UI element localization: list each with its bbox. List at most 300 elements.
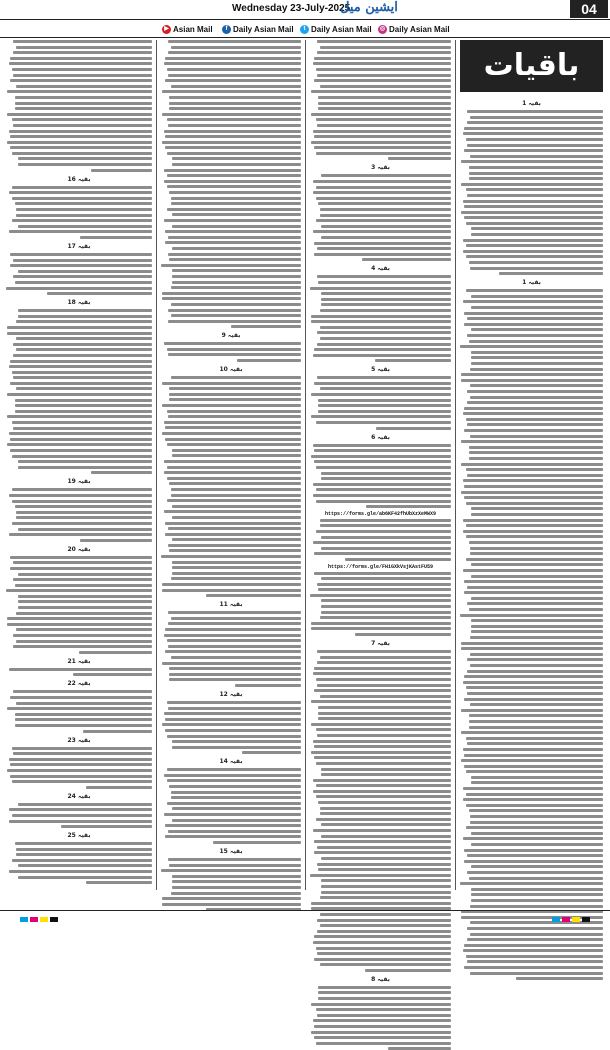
body-text-line (320, 812, 451, 815)
body-text-line (12, 371, 152, 374)
body-text-line (165, 57, 301, 60)
body-text-line (16, 511, 152, 514)
instagram-icon: ◎ (379, 25, 386, 32)
body-text-line (471, 893, 603, 896)
body-text-line (463, 519, 603, 522)
issue-date: Wednesday 23-July-2025 (232, 3, 351, 14)
body-text-line (320, 616, 451, 619)
body-text-line (310, 287, 451, 290)
body-text-line (80, 539, 152, 542)
body-text-line (164, 634, 301, 637)
body-text-line (471, 306, 603, 309)
body-text-line (320, 519, 451, 522)
body-text-line (461, 373, 603, 376)
body-text-line (321, 225, 451, 228)
section-heading: بقیہ 1 (522, 279, 541, 287)
body-text-line (169, 864, 301, 867)
body-text-line (466, 955, 603, 958)
body-text-line (10, 146, 152, 149)
body-text-line (9, 191, 152, 194)
social-instagram[interactable]: ◎ Daily Asian Mail (379, 24, 450, 34)
body-text-line (467, 602, 603, 605)
body-text-line (317, 40, 451, 43)
body-text-line (167, 443, 301, 446)
body-text-line (172, 449, 301, 452)
body-text-line (467, 938, 603, 941)
body-text-line (461, 379, 603, 382)
body-text-line (16, 640, 152, 643)
body-text-line (321, 857, 451, 860)
body-text-line (463, 300, 603, 303)
body-text-line (168, 858, 301, 861)
body-text-line (499, 272, 603, 275)
body-text-line (313, 130, 451, 133)
body-text-line (13, 343, 152, 346)
body-text-line (471, 328, 603, 331)
body-text-line (237, 359, 301, 362)
body-text-line (471, 356, 603, 359)
body-text-line (471, 865, 603, 868)
body-text-line (16, 612, 152, 615)
body-text-line (311, 113, 451, 116)
body-text-line (15, 102, 152, 105)
body-text-line (314, 935, 451, 938)
body-text-line (9, 668, 152, 671)
body-text-line (15, 718, 152, 721)
body-text-line (320, 807, 451, 810)
body-text-line (169, 673, 301, 676)
body-text-line (7, 113, 152, 116)
body-text-line (461, 642, 603, 645)
body-text-line (10, 775, 152, 778)
body-text-line (314, 57, 451, 60)
body-text-line (362, 258, 451, 261)
body-text-line (18, 803, 152, 806)
body-text-line (316, 947, 451, 950)
body-text-line (7, 332, 152, 335)
body-text-line (467, 670, 603, 673)
body-text-line (172, 880, 301, 883)
body-text-line (311, 415, 451, 418)
body-text-line (164, 471, 301, 474)
body-text-line (12, 747, 152, 750)
body-text-line (10, 264, 152, 267)
body-text-line (167, 185, 301, 188)
body-text-line (13, 40, 152, 43)
body-text-line (313, 740, 451, 743)
body-text-line (316, 421, 451, 424)
body-text-line (7, 141, 152, 144)
body-text-line (464, 860, 603, 863)
body-text-line (318, 986, 451, 989)
body-text-line (311, 751, 451, 754)
body-text-line (172, 157, 301, 160)
body-text-line (167, 477, 301, 480)
body-text-line (171, 85, 301, 88)
body-text-line (172, 572, 301, 575)
body-text-line (10, 360, 152, 363)
body-text-line (162, 297, 301, 300)
body-text-line (162, 897, 301, 900)
body-text-line (168, 544, 301, 547)
body-text-line (314, 242, 451, 245)
body-text-line (164, 169, 301, 172)
body-text-line (316, 219, 451, 222)
body-text-line (471, 563, 603, 566)
body-text-line (467, 401, 603, 404)
body-text-line (463, 479, 603, 482)
body-text-line (321, 174, 451, 177)
body-text-line (320, 524, 451, 527)
body-text-line (165, 241, 301, 244)
body-text-line (172, 886, 301, 889)
body-text-line (18, 600, 152, 603)
body-text-line (311, 627, 451, 630)
social-youtube[interactable]: ▶ Asian Mail (162, 22, 213, 36)
body-text-line (10, 57, 152, 60)
body-text-line (13, 275, 152, 278)
body-text-line (165, 729, 301, 732)
body-text-line (464, 149, 603, 152)
body-text-line (461, 440, 603, 443)
body-text-line (464, 496, 603, 499)
section-heading: بقیہ 21 (67, 657, 91, 665)
body-text-line (10, 567, 152, 570)
body-text-line (164, 460, 301, 463)
body-text-line (321, 599, 451, 602)
body-text-line (167, 348, 301, 351)
body-text-line (314, 572, 451, 575)
body-text-line (172, 875, 301, 878)
body-text-line (83, 730, 152, 733)
body-text-line (18, 864, 152, 867)
body-text-line (317, 275, 451, 278)
body-text-line (12, 197, 152, 200)
section-banner: باقیات (460, 40, 603, 92)
body-text-line (471, 597, 603, 600)
body-text-line (466, 737, 603, 740)
body-text-line (12, 152, 152, 155)
body-text-line (466, 222, 603, 225)
form-link[interactable]: https://forms.gle/FHiGXkVsjKAstFU59 (327, 563, 434, 570)
body-text-line (321, 885, 451, 888)
body-text-line (169, 398, 301, 401)
body-text-line (464, 675, 603, 678)
body-text-line (15, 724, 152, 727)
body-text-line (463, 530, 603, 533)
body-text-line (168, 830, 301, 833)
body-text-line (15, 505, 152, 508)
body-text-line (169, 387, 301, 390)
body-text-line (388, 157, 451, 160)
body-text-line (463, 239, 603, 242)
body-text-line (168, 124, 301, 127)
body-text-line (316, 678, 451, 681)
body-text-line (7, 415, 152, 418)
body-text-line (461, 160, 603, 163)
body-text-line (320, 85, 451, 88)
body-text-line (12, 68, 152, 71)
body-text-line (164, 813, 301, 816)
body-text-line (12, 219, 152, 222)
body-text-line (168, 353, 301, 356)
body-text-line (7, 90, 152, 93)
body-text-line (471, 625, 603, 628)
body-text-line (16, 853, 152, 856)
body-text-line (164, 180, 301, 183)
body-text-line (165, 824, 301, 827)
body-text-line (467, 317, 603, 320)
body-text-line (321, 768, 451, 771)
body-text-line (16, 337, 152, 340)
body-text-line (469, 261, 603, 264)
section-heading: بقیہ 18 (67, 299, 91, 307)
body-text-line (466, 524, 603, 527)
body-text-line (314, 745, 451, 748)
body-text-line (6, 287, 152, 290)
body-text-line (318, 107, 451, 110)
body-text-line (165, 426, 301, 429)
body-text-line (172, 454, 301, 457)
body-text-line (171, 892, 301, 895)
body-text-line (169, 258, 301, 261)
body-text-line (376, 427, 451, 430)
body-text-line (161, 555, 301, 558)
body-text-line (16, 320, 152, 323)
body-text-line (16, 628, 152, 631)
body-text-line (317, 51, 451, 54)
body-text-line (471, 776, 603, 779)
body-text-line (470, 703, 603, 706)
body-text-line (311, 315, 451, 318)
body-text-line (165, 628, 301, 631)
body-text-line (15, 713, 152, 716)
body-text-line (461, 647, 603, 650)
body-text-line (464, 580, 603, 583)
body-text-line (469, 166, 603, 169)
body-text-line (9, 533, 152, 536)
body-text-line (168, 40, 301, 43)
body-text-line (321, 891, 451, 894)
body-text-line (317, 583, 451, 586)
body-text-line (164, 342, 301, 345)
body-text-line (464, 944, 603, 947)
body-text-line (172, 281, 301, 284)
body-text-line (461, 491, 603, 494)
body-text-line (317, 661, 451, 664)
body-text-line (313, 191, 451, 194)
body-text-line (7, 393, 152, 396)
body-text-line (9, 130, 152, 133)
body-text-line (6, 589, 152, 592)
article-column (460, 96, 603, 890)
body-text-line (80, 236, 152, 239)
body-text-line (12, 780, 152, 783)
body-text-line (466, 535, 603, 538)
newspaper-logo: ایشین میل (340, 0, 398, 15)
body-text-line (471, 781, 603, 784)
body-text-line (320, 387, 451, 390)
body-text-line (469, 877, 603, 880)
body-text-line (168, 611, 301, 614)
body-text-line (313, 354, 451, 357)
section-heading: بقیہ 10 (219, 366, 243, 374)
form-link[interactable]: https://forms.gle/ab6KF42fhUbXzXeMWX9 (324, 510, 437, 517)
body-text-line (13, 645, 152, 648)
body-text-line (316, 728, 451, 731)
body-text-line (172, 538, 301, 541)
body-text-line (18, 270, 152, 273)
body-text-line (470, 267, 603, 270)
body-text-line (169, 393, 301, 396)
body-text-line (375, 359, 451, 362)
social-twitter[interactable]: t Daily Asian Mail (300, 22, 372, 36)
body-text-line (470, 815, 603, 818)
body-text-line (467, 390, 603, 393)
section-heading: بقیہ 19 (67, 478, 91, 486)
body-text-line (313, 444, 451, 447)
body-text-line (318, 96, 451, 99)
body-text-line (167, 735, 301, 738)
body-text-line (469, 172, 603, 175)
body-text-line (464, 966, 603, 969)
section-heading: بقیہ 8 (371, 975, 390, 983)
body-text-line (471, 227, 603, 230)
body-text-line (311, 723, 451, 726)
body-text-line (317, 1014, 451, 1017)
body-text-line (171, 286, 301, 289)
body-text-line (466, 188, 603, 191)
body-text-line (317, 74, 451, 77)
body-text-line (318, 410, 451, 413)
body-text-line (7, 443, 152, 446)
body-text-line (318, 102, 451, 105)
body-text-line (320, 46, 451, 49)
body-text-line (167, 701, 301, 704)
body-text-line (13, 690, 152, 693)
body-text-line (15, 399, 152, 402)
body-text-line (15, 202, 152, 205)
body-text-line (7, 707, 152, 710)
body-text-line (12, 118, 152, 121)
body-text-line (311, 902, 451, 905)
body-text-line (463, 787, 603, 790)
body-text-line (171, 314, 301, 317)
body-text-line (463, 681, 603, 684)
body-text-line (313, 62, 451, 65)
body-text-line (10, 382, 152, 385)
body-text-line (317, 247, 451, 250)
body-text-line (469, 541, 603, 544)
body-text-line (321, 835, 451, 838)
body-text-line (314, 667, 451, 670)
section-heading: بقیہ 17 (67, 243, 91, 250)
body-text-line (467, 854, 603, 857)
body-text-line (168, 309, 301, 312)
body-text-line (469, 177, 603, 180)
body-text-line (463, 200, 603, 203)
body-text-line (168, 74, 301, 77)
body-text-line (165, 79, 301, 82)
body-text-line (466, 502, 603, 505)
section-heading: بقیہ 4 (371, 265, 390, 273)
body-text-line (314, 851, 451, 854)
body-text-line (168, 707, 301, 710)
body-text-line (321, 605, 451, 608)
body-text-line (165, 146, 301, 149)
body-text-line (165, 522, 301, 525)
body-text-line (460, 882, 603, 885)
body-text-line (168, 415, 301, 418)
body-text-line (9, 870, 152, 873)
body-text-line (516, 977, 603, 980)
body-text-line (317, 124, 451, 127)
body-text-line (464, 485, 603, 488)
body-text-line (13, 51, 152, 54)
body-text-line (16, 702, 152, 705)
body-text-line (16, 46, 152, 49)
body-text-line (18, 460, 152, 463)
body-text-line (471, 351, 603, 354)
body-text-line (13, 427, 152, 430)
body-text-line (165, 230, 301, 233)
social-facebook[interactable]: f Daily Asian Mail (222, 22, 294, 36)
body-text-line (172, 746, 301, 749)
body-text-line (314, 552, 451, 555)
body-text-line (470, 396, 603, 399)
body-text-line (314, 958, 451, 961)
body-text-line (311, 320, 451, 323)
body-text-line (316, 1042, 451, 1045)
body-text-line (171, 791, 301, 794)
body-text-line (318, 997, 451, 1000)
body-text-line (464, 216, 603, 219)
body-text-line (313, 779, 451, 782)
body-text-line (171, 46, 301, 49)
body-text-line (164, 774, 301, 777)
section-heading: بقیہ 20 (67, 545, 91, 553)
youtube-icon: ▶ (162, 25, 171, 34)
body-text-line (18, 225, 152, 228)
body-text-line (464, 429, 603, 432)
body-text-line (316, 186, 451, 189)
body-text-line (320, 656, 451, 659)
body-text-line (165, 135, 301, 138)
masthead-rule (0, 19, 610, 20)
body-text-line (164, 62, 301, 65)
body-text-line (167, 802, 301, 805)
body-text-line (470, 933, 603, 936)
body-text-line (18, 573, 152, 576)
body-text-line (464, 591, 603, 594)
section-heading: بقیہ 9 (221, 332, 241, 340)
body-text-line (171, 488, 301, 491)
body-text-line (471, 888, 603, 891)
body-text-line (463, 798, 603, 801)
body-text-line (91, 471, 152, 474)
section-heading: بقیہ 11 (219, 601, 243, 609)
body-text-line (161, 869, 301, 872)
body-text-line (318, 717, 451, 720)
body-text-line (463, 250, 603, 253)
body-text-line (206, 594, 301, 597)
section-heading: بقیہ 6 (371, 433, 390, 441)
body-text-line (7, 617, 152, 620)
body-text-line (471, 619, 603, 622)
body-text-line (318, 991, 451, 994)
body-text-line (73, 673, 152, 676)
body-text-line (467, 871, 603, 874)
